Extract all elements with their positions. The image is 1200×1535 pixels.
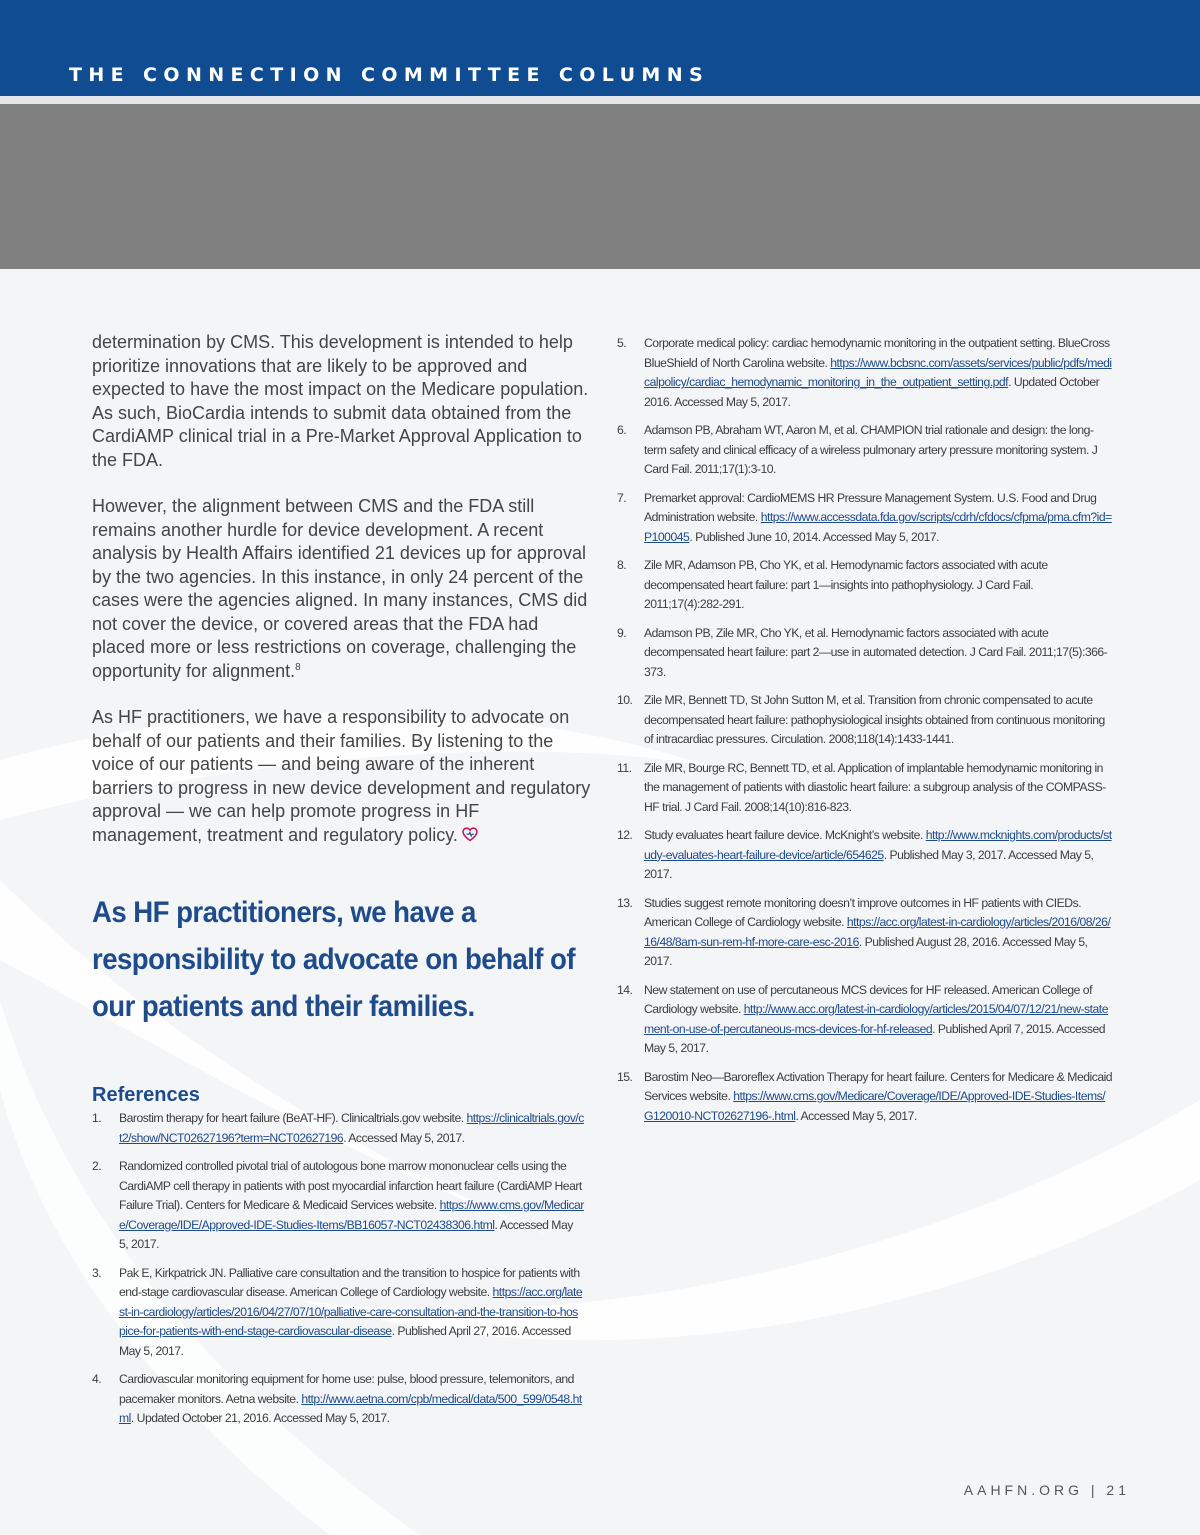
reference-item (617, 624, 1113, 683)
reference-item (617, 894, 1113, 972)
reference-item (617, 489, 1113, 548)
reference-link[interactable]: https://acc.org/latest-in-cardiology/articles/2016/04/27/07/10/palliative-care-consultation-and-the-transition-to-hospice-for-patients-with-end-stage-cardiovascular-disease (119, 1285, 583, 1338)
reference-text: Barostim Neo—Baroreflex Activation Therapy for heart failure. Centers for Medicare & Medicaid Services website. (644, 1069, 1113, 1103)
reference-number: 11. (617, 760, 632, 775)
reference-text: Corporate medical policy: cardiac hemodynamic monitoring in the outpatient setting. BlueCross BlueShield of North Carolina website. (644, 336, 1110, 370)
reference-number: 15. (617, 1069, 633, 1084)
reference-number: 10. (617, 693, 633, 707)
reference-item (617, 1068, 1113, 1127)
reference-number: 1. (92, 1111, 102, 1125)
header-divider (0, 96, 1200, 104)
reference-item (617, 421, 1113, 480)
reference-number: 6. (617, 423, 627, 437)
body-paragraph-1: determination by CMS. This development is intended to help prioritize innovations that are likely to be approved and expected to have the most impact on the Medicare population. As such, BioCardia intends to submit data obtained from the CardiAMP clinical trial in a Pre-Market Approval Application to the FDA. (92, 332, 589, 470)
reference-number: 5. (617, 336, 627, 350)
references-heading: References (92, 1084, 200, 1106)
reference-number: 9. (617, 625, 627, 640)
header-image-band (0, 104, 1200, 269)
reference-text: Pak E, Kirkpatrick JN. Palliative care consultation and the transition to hospice for patients with end-stage cardiovascular disease. American College of Cardiology website. (119, 1265, 580, 1299)
reference-tail: . Published August 28, 2016. Accessed May 5, 2017. (644, 934, 1088, 968)
reference-link[interactable]: https://www.accessdata.fda.gov/scripts/cdrh/cfdocs/cfpma/pma.cfm?id=P100045 (644, 510, 1112, 544)
reference-tail: . Published April 27, 2016. Accessed May 5, 2017. (119, 1324, 571, 1358)
reference-number: 8. (617, 558, 627, 572)
body-paragraph-3 (92, 706, 592, 847)
reference-text: Randomized controlled pivotal trial of autologous bone marrow mononuclear cells using the CardiAMP cell therapy in patients with post myocardial infarction heart failure (CardiAMP Heart Failure Trial). Centers for Medicare & Medicaid Services website. (119, 1159, 582, 1212)
reference-tail: . Published May 3, 2017. Accessed May 5, 2017. (644, 847, 1094, 881)
pull-quote: As HF practitioners, we have a responsibility to advocate on behalf of our patients and their families. (92, 896, 576, 1023)
reference-link[interactable]: http://www.mcknights.com/products/study-evaluates-heart-failure-device/article/654625 (644, 828, 1112, 862)
section-title: THE CONNECTION COMMITTEE COLUMNS (69, 64, 710, 86)
article-body (92, 331, 592, 1030)
reference-item (617, 759, 1113, 818)
reference-tail: . Updated October 21, 2016. Accessed May 5, 2017. (130, 1411, 390, 1425)
reference-item (617, 334, 1113, 412)
reference-text: Zile MR, Bennett TD, St John Sutton M, et al. Transition from chronic compensated to acute decompensated heart failure: pathophysiological insights obtained from continuous monitoring of intracardiac pressures. Circulation. 2008;118(14):1433-1441. (644, 693, 1105, 746)
page-number: 21 (1106, 1482, 1130, 1498)
reference-link[interactable]: https://acc.org/latest-in-cardiology/articles/2016/08/26/16/48/8am-sun-rem-hf-more-care-esc-2016 (644, 915, 1111, 949)
reference-item (617, 826, 1113, 885)
body-paragraph-3-text: As HF practitioners, we have a responsibility to advocate on behalf of our patients and their families. By listening to the voice of our patients — and being aware of the inherent barriers to progress in new device development and regulatory approval — we can help promote progress in HF management, treatment and regulatory policy. (92, 707, 591, 845)
reference-link[interactable]: http://www.acc.org/latest-in-cardiology/articles/2015/04/07/12/21/new-statement-on-use-of-percutaneous-mcs-devices-for-hf-released (644, 1002, 1108, 1036)
reference-number: 12. (617, 828, 633, 842)
reference-link[interactable]: https://www.cms.gov/Medicare/Coverage/IDE/Approved-IDE-Studies-Items/BB16057-NCT02438306.html (119, 1198, 584, 1232)
reference-number: 3. (92, 1265, 102, 1280)
reference-tail: . Accessed May 5, 2017. (795, 1108, 917, 1123)
reference-number: 4. (92, 1372, 102, 1386)
reference-text: Premarket approval: CardioMEMS HR Pressure Management System. U.S. Food and Drug Administration website. (644, 490, 1097, 524)
reference-item (617, 691, 1113, 750)
reference-text: Zile MR, Bourge RC, Bennett TD, et al. Application of implantable hemodynamic monitoring in the management of patients with diastolic heart failure: a subgroup analysis of the COMPASS-HF trial. J Card Fail. 2008;14(10):816-823. (644, 760, 1106, 814)
references-list-left (92, 1109, 584, 1438)
footnote-marker: 8 (295, 661, 301, 673)
reference-text: Adamson PB, Zile MR, Cho YK, et al. Hemodynamic factors associated with acute decompensated heart failure: part 2—use in automated detection. J Card Fail. 2011;17(5):366-373. (644, 625, 1108, 679)
reference-item (92, 1264, 584, 1362)
reference-item (617, 556, 1113, 615)
reference-link[interactable]: https://www.bcbsnc.com/assets/services/public/pdfs/medicalpolicy/cardiac_hemodynamic_monitoring_in_the_outpatient_setting.pdf (644, 355, 1112, 389)
reference-number: 7. (617, 490, 627, 505)
footer-separator: | (1090, 1482, 1099, 1498)
reference-tail: . Published April 7, 2015. Accessed May 5, 2017. (644, 1021, 1106, 1055)
reference-number: 14. (617, 982, 633, 997)
reference-text: Study evaluates heart failure device. McKnight’s website. (644, 828, 926, 842)
reference-text: New statement on use of percutaneous MCS devices for HF released. American College of Cardiology website. (644, 982, 1092, 1016)
reference-number: 13. (617, 895, 633, 910)
reference-tail: . Updated October 2016. Accessed May 5, 2017. (644, 375, 1100, 409)
reference-tail: . Accessed May 5, 2017. (119, 1217, 573, 1251)
reference-text: Cardiovascular monitoring equipment for home use: pulse, blood pressure, telemonitors, and pacemaker monitors. Aetna website. (119, 1372, 574, 1406)
reference-item (617, 981, 1113, 1059)
reference-number: 2. (92, 1159, 102, 1173)
reference-item (92, 1157, 584, 1255)
reference-text: Zile MR, Adamson PB, Cho YK, et al. Hemodynamic factors associated with acute decompensated heart failure: part 1—insights into pathophysiology. J Card Fail. 2011;17(4):282-291. (644, 558, 1048, 611)
body-paragraph-2 (92, 495, 592, 683)
body-paragraph-2-text: However, the alignment between CMS and the FDA still remains another hurdle for device development. A recent analysis by Health Affairs identified 21 devices up for approval by the two agencies. In this instance, in only 24 percent of the cases were the agencies aligned. In many instances, CMS did not cover the device, or covered areas that the FDA had placed more or less restrictions on coverage, challenging the opportunity for alignment. (92, 496, 588, 681)
reference-link[interactable]: http://www.aetna.com/cpb/medical/data/500_599/0548.html (119, 1391, 582, 1425)
reference-item (92, 1370, 584, 1429)
footer-site: AAHFN.ORG (963, 1482, 1083, 1498)
references-list-right (617, 334, 1113, 1135)
reference-text: Adamson PB, Abraham WT, Aaron M, et al. CHAMPION trial rationale and design: the long-term safety and clinical efficacy of a wireless pulmonary artery pressure monitoring system. J Card Fail. 2011;17(1):3-10. (644, 423, 1098, 476)
reference-tail: . Published June 10, 2014. Accessed May 5, 2017. (689, 529, 940, 544)
reference-link[interactable]: https://clinicaltrials.gov/ct2/show/NCT02627196?term=NCT02627196 (119, 1111, 584, 1145)
reference-item (92, 1109, 584, 1148)
reference-link[interactable]: https://www.cms.gov/Medicare/Coverage/IDE/Approved-IDE-Studies-Items/G120010-NCT02627196-.html (644, 1089, 1106, 1123)
reference-text: Barostim therapy for heart failure (BeAT-HF). Clinicaltrials.gov website. (119, 1111, 467, 1125)
header-bar (0, 0, 1200, 96)
reference-text: Studies suggest remote monitoring doesn’t improve outcomes in HF patients with CIEDs. American College of Cardiology website. (644, 895, 1082, 929)
heart-outline-icon (462, 827, 478, 842)
page-footer (964, 1482, 1130, 1498)
reference-tail: . Accessed May 5, 2017. (343, 1130, 465, 1145)
